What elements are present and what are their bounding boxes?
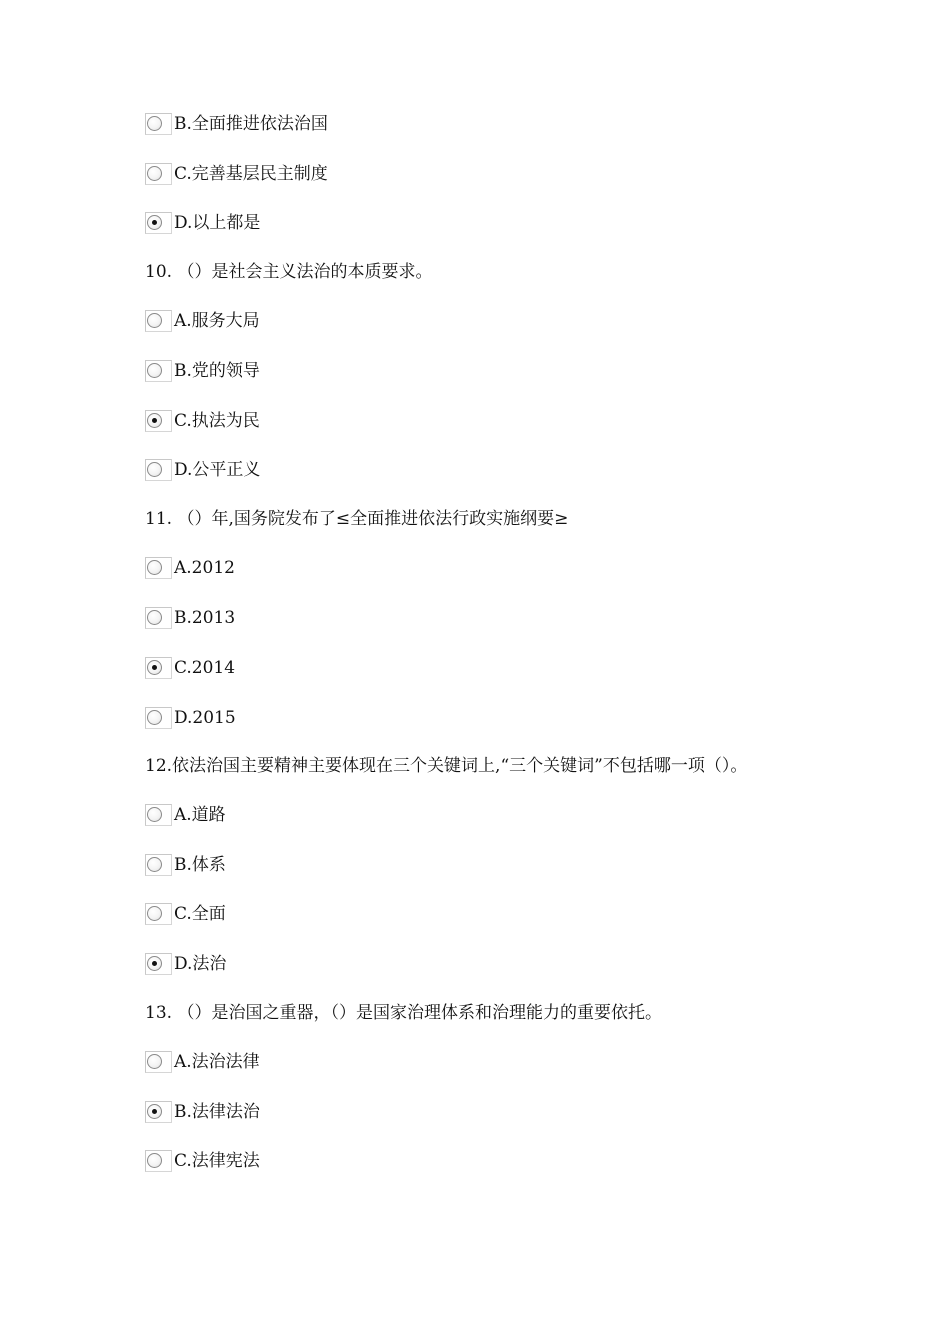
radio-circle-icon (147, 710, 162, 725)
radio-button[interactable] (145, 1101, 172, 1123)
radio-circle-icon (147, 610, 162, 625)
radio-circle-icon (147, 857, 162, 872)
question-11-stem: 11. （）年,国务院发布了≤全面推进依法行政实施纲要≥ (145, 509, 569, 529)
option-q13-b[interactable] (145, 1097, 260, 1127)
option-label: A.2012 (174, 558, 235, 578)
option-q11-c[interactable] (145, 653, 235, 683)
radio-circle-icon (147, 116, 162, 131)
option-q9-d[interactable] (145, 208, 260, 238)
radio-button[interactable] (145, 804, 172, 826)
radio-button[interactable] (145, 360, 172, 382)
option-q13-a[interactable] (145, 1047, 260, 1077)
option-label: C.完善基层民主制度 (174, 164, 328, 184)
option-q10-a[interactable] (145, 306, 260, 336)
radio-button[interactable] (145, 854, 172, 876)
radio-dot-icon (152, 220, 157, 225)
radio-button[interactable] (145, 657, 172, 679)
option-q10-c[interactable] (145, 406, 260, 436)
option-label: D.以上都是 (174, 213, 261, 233)
radio-button[interactable] (145, 1150, 172, 1172)
question-13-stem: 13. （）是治国之重器，（）是国家治理体系和治理能力的重要依托。 (145, 1003, 662, 1023)
option-label: C.执法为民 (174, 411, 260, 431)
radio-button[interactable] (145, 953, 172, 975)
radio-circle-icon (147, 313, 162, 328)
radio-button[interactable] (145, 410, 172, 432)
radio-button[interactable] (145, 607, 172, 629)
question-12-stem: 12.依法治国主要精神主要体现在三个关键词上,“三个关键词”不包括哪一项（）。 (145, 756, 748, 776)
radio-dot-icon (152, 961, 157, 966)
option-label: A.服务大局 (174, 311, 260, 331)
option-label: A.法治法律 (174, 1052, 260, 1072)
radio-circle-icon (147, 462, 162, 477)
radio-circle-icon (147, 1104, 162, 1119)
option-label: B.体系 (174, 855, 226, 875)
option-label: D.2015 (174, 708, 236, 728)
radio-button[interactable] (145, 707, 172, 729)
radio-circle-icon (147, 560, 162, 575)
radio-circle-icon (147, 363, 162, 378)
option-q9-b[interactable] (145, 109, 328, 139)
option-label: B.2013 (174, 608, 236, 628)
option-label: B.党的领导 (174, 361, 260, 381)
radio-dot-icon (152, 665, 157, 670)
radio-circle-icon (147, 1054, 162, 1069)
radio-circle-icon (147, 660, 162, 675)
option-q11-d[interactable] (145, 703, 236, 733)
radio-dot-icon (152, 418, 157, 423)
option-q11-b[interactable] (145, 603, 235, 633)
radio-circle-icon (147, 215, 162, 230)
option-label: B.法律法治 (174, 1102, 260, 1122)
question-10-stem: 10. （）是社会主义法治的本质要求。 (145, 262, 433, 282)
option-q12-d[interactable] (145, 949, 226, 979)
radio-circle-icon (147, 807, 162, 822)
radio-circle-icon (147, 956, 162, 971)
option-q13-c[interactable] (145, 1146, 260, 1176)
radio-circle-icon (147, 413, 162, 428)
radio-button[interactable] (145, 1051, 172, 1073)
option-label: C.2014 (174, 658, 236, 678)
radio-circle-icon (147, 166, 162, 181)
radio-circle-icon (147, 1153, 162, 1168)
option-q12-c[interactable] (145, 899, 226, 929)
radio-button[interactable] (145, 557, 172, 579)
option-q10-b[interactable] (145, 356, 260, 386)
radio-button[interactable] (145, 903, 172, 925)
radio-button[interactable] (145, 212, 172, 234)
option-q12-b[interactable] (145, 850, 226, 880)
option-label: D.法治 (174, 954, 227, 974)
radio-circle-icon (147, 906, 162, 921)
option-label: C.法律宪法 (174, 1151, 260, 1171)
option-label: A.道路 (174, 805, 226, 825)
radio-dot-icon (152, 1109, 157, 1114)
option-q10-d[interactable] (145, 455, 260, 485)
option-label: C.全面 (174, 904, 226, 924)
radio-button[interactable] (145, 163, 172, 185)
option-q12-a[interactable] (145, 800, 226, 830)
option-label: D.公平正义 (174, 460, 261, 480)
radio-button[interactable] (145, 310, 172, 332)
radio-button[interactable] (145, 459, 172, 481)
option-label: B.全面推进依法治国 (174, 114, 328, 134)
option-q9-c[interactable] (145, 159, 328, 189)
radio-button[interactable] (145, 113, 172, 135)
option-q11-a[interactable] (145, 553, 235, 583)
